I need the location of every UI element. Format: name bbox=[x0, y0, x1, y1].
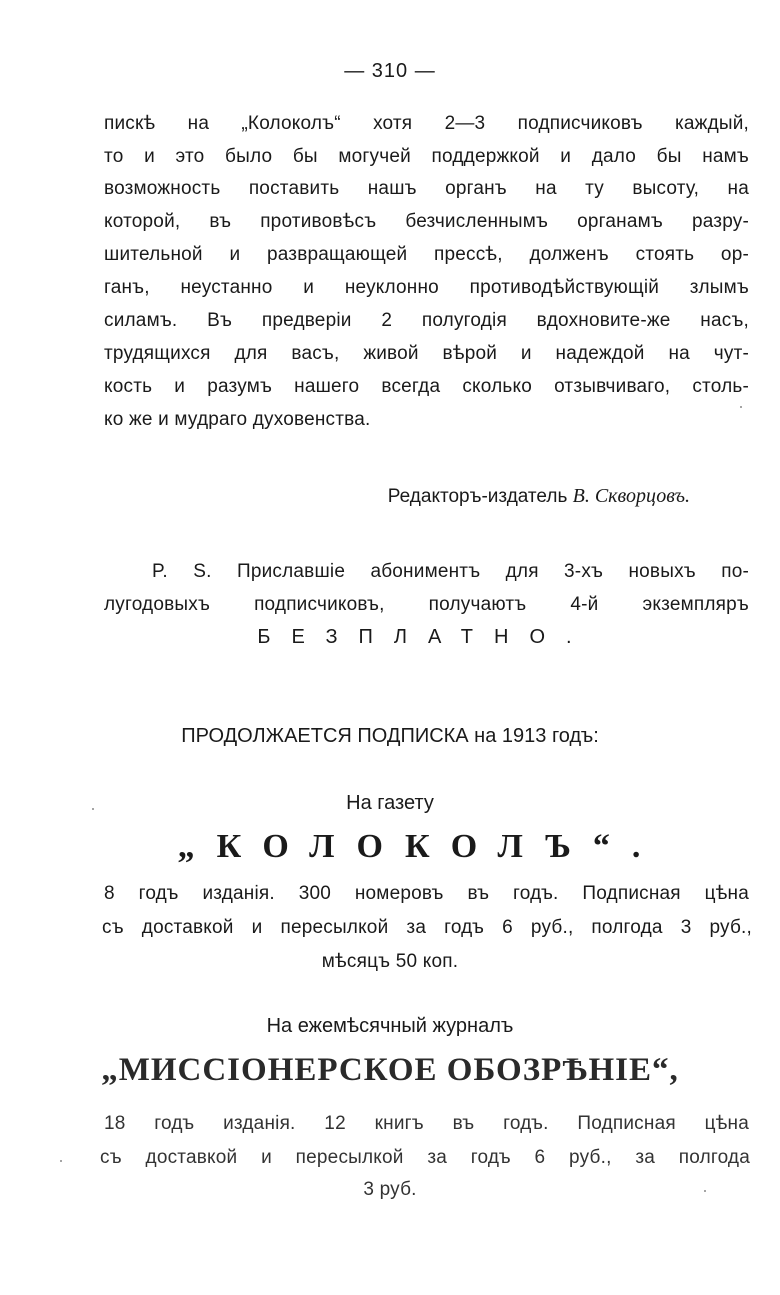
print-speck bbox=[92, 808, 94, 810]
appeal-line: ко же и мудраго духовенства. bbox=[104, 409, 371, 430]
print-speck bbox=[740, 406, 742, 408]
journal-line: 18 годъ изданія. 12 книгъ въ годъ. Подписная цѣна bbox=[104, 1113, 749, 1134]
newspaper-line: мѣсяцъ 50 коп. bbox=[321, 951, 459, 972]
appeal-line: трудящихся для васъ, живой вѣрой и надеждой на чут- bbox=[104, 343, 749, 364]
appeal-line: которой, въ противовѣсъ безчисленнымъ органамъ разру- bbox=[104, 211, 749, 232]
editor-name: В. Скворцовъ. bbox=[572, 485, 690, 507]
newspaper-line: съ доставкой и пересылкой за годъ 6 руб., полгода 3 руб., bbox=[102, 917, 752, 938]
appeal-line: возможность поставить нашъ органъ на ту высоту, на bbox=[104, 178, 749, 199]
journal-line: съ доставкой и пересылкой за годъ 6 руб., за полгода bbox=[100, 1147, 750, 1168]
journal-line: 3 руб. bbox=[363, 1179, 417, 1200]
newspaper-title: „КОЛОКОЛЪ“. bbox=[177, 828, 663, 865]
journal-title: „МИССІОНЕРСКОЕ ОБОЗРѢНІЕ“, bbox=[101, 1052, 679, 1088]
editor-role: Редакторъ-издатель bbox=[387, 486, 568, 507]
appeal-line: ганъ, неустанно и неуклонно противодѣйствующій злымъ bbox=[104, 277, 749, 298]
subscription-heading: ПРОДОЛЖАЕТСЯ ПОДПИСКА на 1913 годъ: bbox=[181, 725, 599, 747]
page-number: — 310 — bbox=[344, 60, 436, 82]
appeal-line: шительной и развращающей прессѣ, долженъ стоять ор- bbox=[104, 244, 749, 265]
appeal-line: пискѣ на „Колоколъ“ хотя 2—3 подписчиковъ каждый, bbox=[104, 113, 749, 134]
appeal-line: то и это было бы могучей поддержкой и дало бы намъ bbox=[104, 146, 749, 167]
appeal-line: силамъ. Въ предверіи 2 полугодія вдохновите-же насъ, bbox=[104, 310, 749, 331]
print-speck bbox=[60, 1160, 62, 1162]
journal-intro: На ежемѣсячный журналъ bbox=[266, 1015, 514, 1037]
postscript-line: P. S. Приславшіе абониментъ для 3-хъ новыхъ по- bbox=[152, 561, 749, 582]
appeal-line: кость и разумъ нашего всегда сколько отзывчиваго, столь- bbox=[104, 376, 749, 397]
newspaper-line: 8 годъ изданія. 300 номеровъ въ годъ. Подписная цѣна bbox=[104, 883, 749, 904]
free-word: БЕЗПЛАТНО. bbox=[257, 626, 593, 648]
print-speck bbox=[704, 1190, 706, 1192]
postscript-line: лугодовыхъ подписчиковъ, получаютъ 4-й экземпляръ bbox=[104, 594, 749, 615]
editor-signature bbox=[0, 484, 690, 509]
newspaper-intro: На газету bbox=[346, 792, 434, 814]
